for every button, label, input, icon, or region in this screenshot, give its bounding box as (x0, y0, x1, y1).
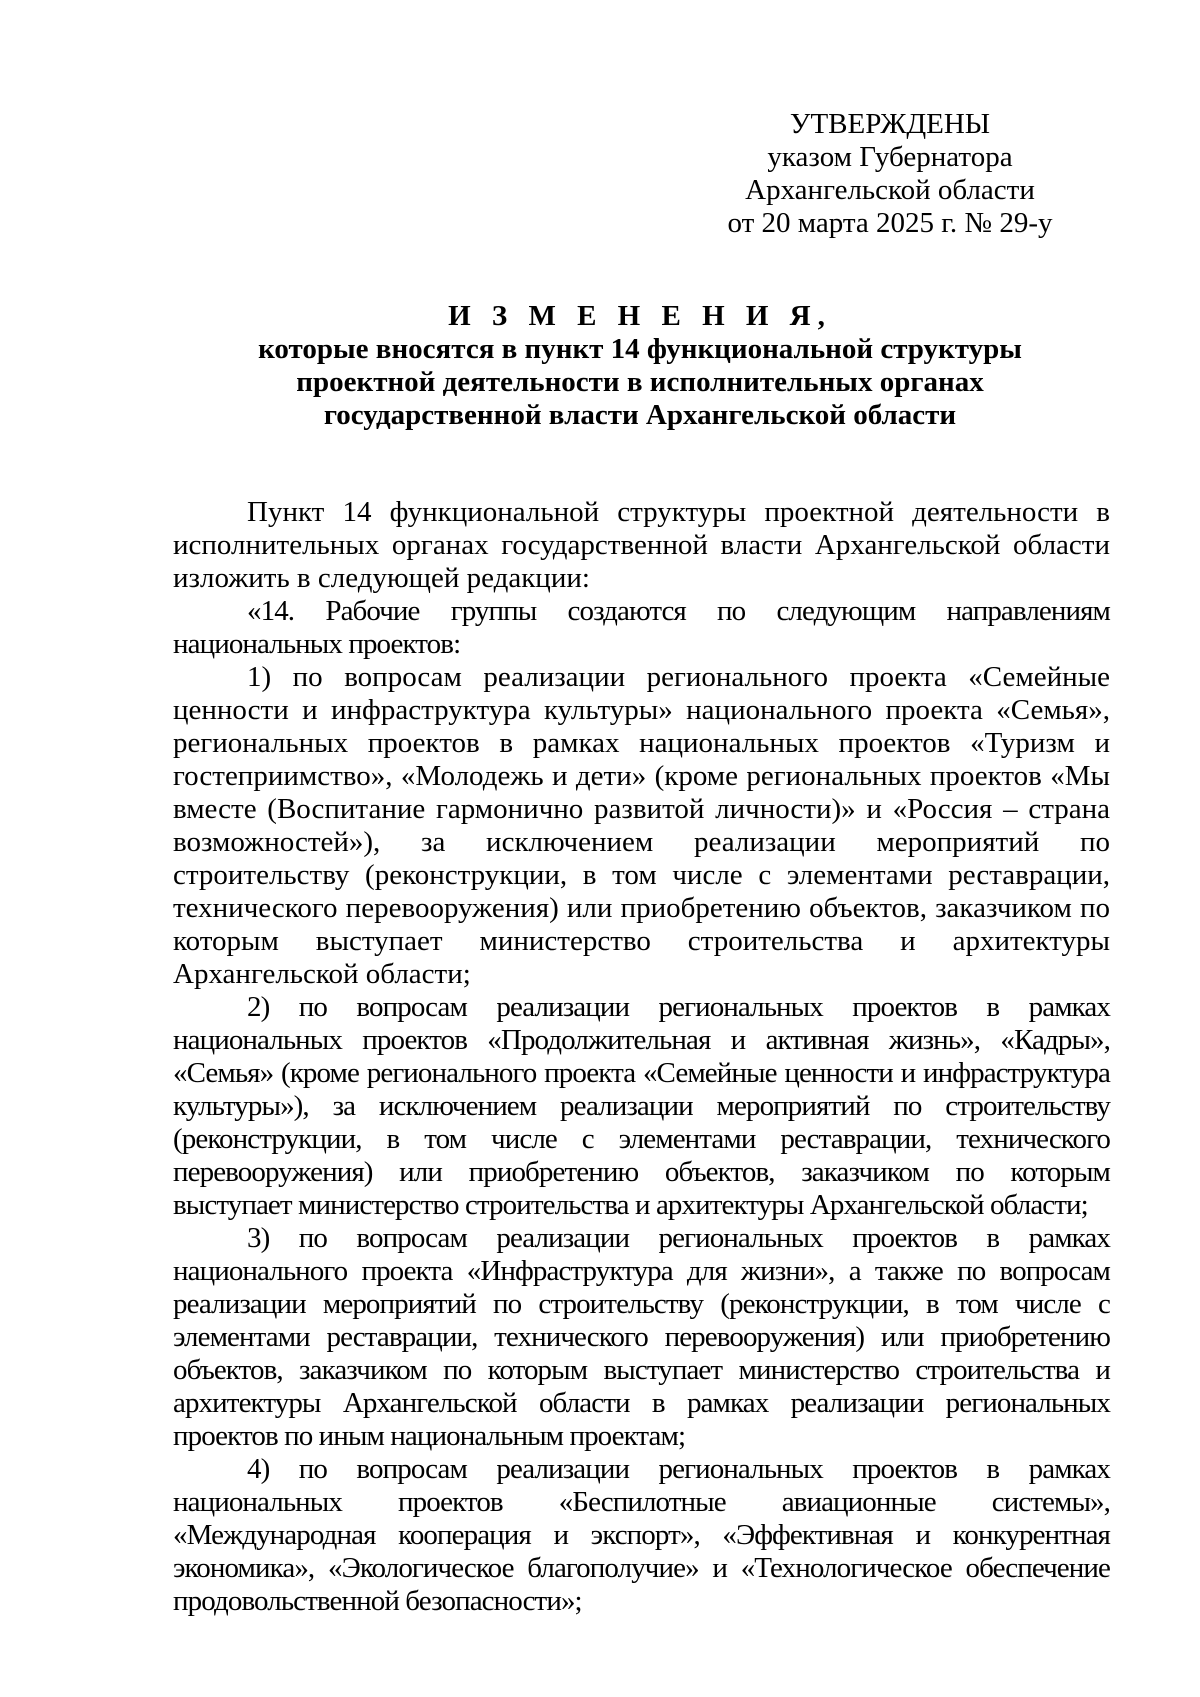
paragraph-14: «14. Рабочие группы создаются по следующим направлениям национальных проектов: (173, 595, 1110, 660)
list-item-4: 4) по вопросам реализации региональных проектов в рамках национальных проектов «Беспилотные авиационные системы», «Международная кооперация и экспорт», «Эффективная и конкурентная экономика», «Экологическое благополучие» и «Технологическое обеспечение продовольственной безопасности»; (173, 1453, 1110, 1617)
approval-heading: УТВЕРЖДЕНЫ (789, 108, 991, 140)
list-item-2: 2) по вопросам реализации региональных проектов в рамках национальных проектов «Продолжительная и активная жизнь», «Кадры», «Семья» (кроме регионального проекта «Семейные ценности и инфраструктура культуры»), за исключением реализации мероприятий по строительству (реконструкции, в том числе с элементами реставрации, технического перевооружения) или приобретению объектов, заказчиком по которым выступает министерство строительства и архитектуры Архангельской области; (173, 991, 1110, 1221)
intro-paragraph: Пункт 14 функциональной структуры проектной деятельности в исполнительных органах государственной власти Архангельской области изложить в следующей редакции: (173, 496, 1110, 594)
title-line-2: проектной деятельности в исполнительных органах (296, 366, 984, 398)
list-item-1: 1) по вопросам реализации регионального проекта «Семейные ценности и инфраструктура культуры» национального проекта «Семья», региональных проектов в рамках национальных проектов «Туризм и гостеприимство», «Молодежь и дети» (кроме региональных проектов «Мы вместе (Воспитание гармонично развитой личности)» и «Россия – страна возможностей»), за исключением реализации мероприятий по строительству (реконструкции, в том числе с элементами реставрации, технического перевооружения) или приобретению объектов, заказчиком по которым выступает министерство строительства и архитектуры Архангельской области; (173, 661, 1110, 990)
title-line-1: которые вносятся в пункт 14 функциональной структуры (258, 333, 1022, 365)
title-line-3: государственной власти Архангельской области (323, 399, 957, 431)
document-body (173, 496, 1110, 1618)
approval-stamp-block (700, 108, 1080, 240)
list-item-3: 3) по вопросам реализации региональных проектов в рамках национального проекта «Инфраструктура для жизни», а также по вопросам реализации мероприятий по строительству (реконструкции, в том числе с элементами реставрации, технического перевооружения) или приобретению объектов, заказчиком по которым выступает министерство строительства и архитектуры Архангельской области в рамках реализации региональных проектов по иным национальным проектам; (173, 1222, 1110, 1452)
title-heading: И З М Е Н Е Н И Я, (448, 300, 832, 332)
approval-date-number: от 20 марта 2025 г. № 29-у (727, 207, 1053, 239)
approval-region: Архангельской области (745, 174, 1035, 206)
approval-decree: указом Губернатора (767, 141, 1013, 173)
document-title (170, 300, 1110, 432)
